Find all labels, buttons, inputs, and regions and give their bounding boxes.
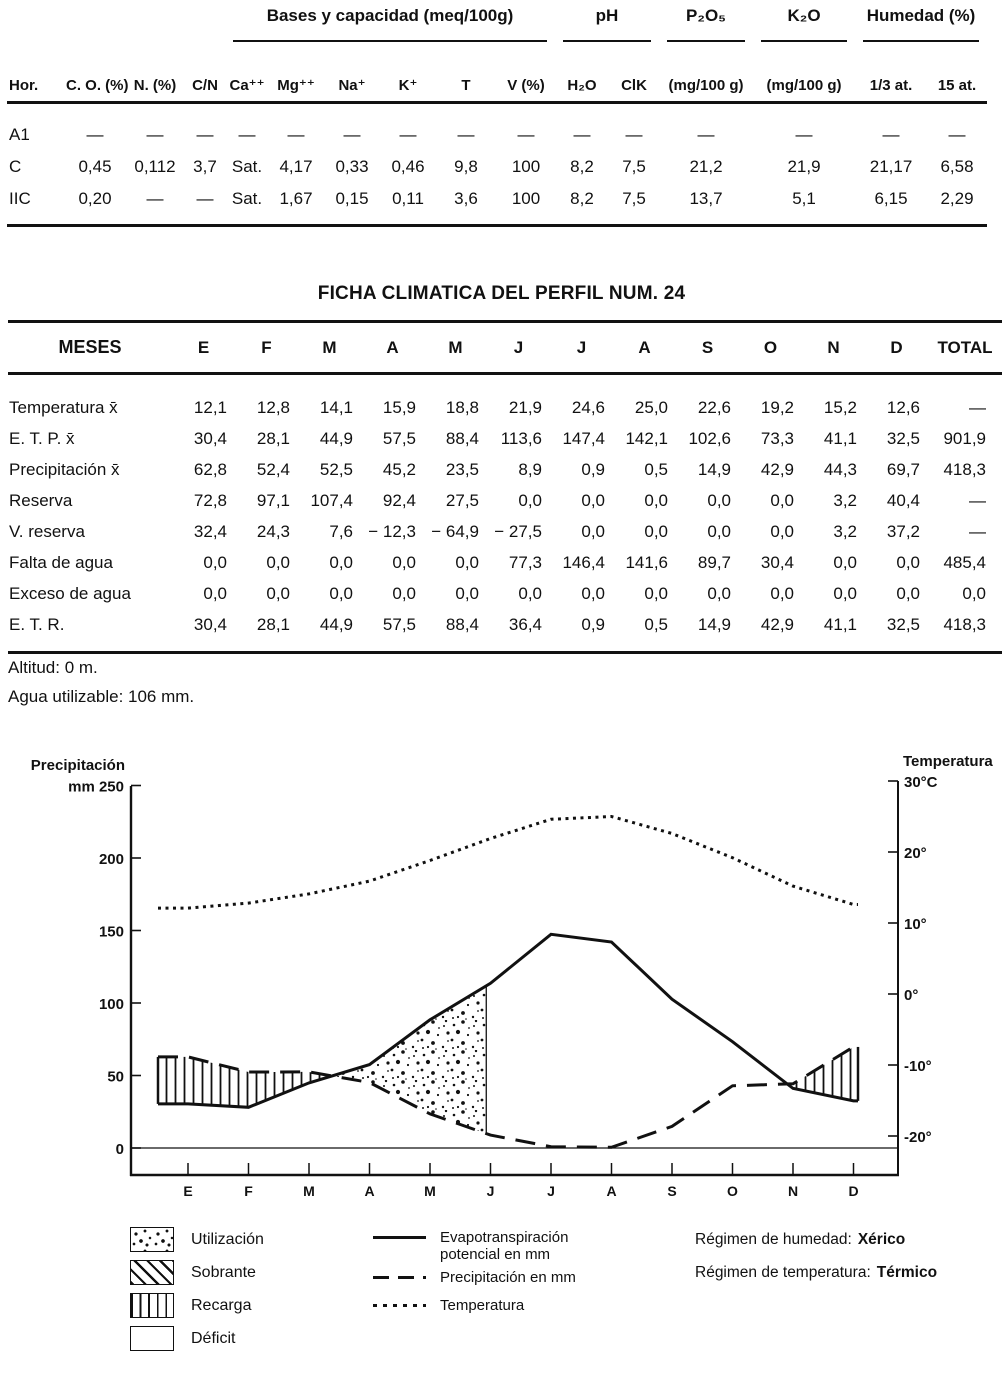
- legend-item-etp-line: [373, 1229, 568, 1263]
- climate-header-month: O: [739, 322, 802, 374]
- soil-cell: 5,1: [792, 189, 816, 208]
- soil-cell: —: [948, 125, 966, 144]
- left-tick-label: mm 250: [68, 778, 124, 796]
- climate-cell: 28,1: [256, 614, 290, 634]
- month-label: A: [606, 1183, 617, 1199]
- soil-cell: 3,7: [193, 157, 217, 176]
- soil-group-header: Bases y capacidad (meq/100g): [225, 2, 555, 43]
- soil-column-header: C/N: [185, 43, 225, 103]
- climate-cell: 24,3: [256, 521, 290, 541]
- right-tick-label: 20°: [904, 845, 927, 862]
- soil-column-header: ClK: [609, 43, 659, 103]
- soil-column-header: Na⁺: [323, 43, 381, 103]
- soil-cell: 21,17: [869, 157, 913, 176]
- soil-cell: 0,20: [78, 189, 112, 208]
- climate-cell: 69,7: [886, 459, 920, 479]
- climate-cell: 42,9: [760, 614, 794, 634]
- climate-header-month: A: [613, 322, 676, 374]
- soil-cell: 6,15: [874, 189, 908, 208]
- left-tick-label: 200: [98, 851, 124, 868]
- climate-cell: 0,0: [770, 490, 794, 510]
- climate-cell: 44,9: [319, 428, 353, 448]
- soil-cell: C: [9, 157, 22, 176]
- climate-cell: 72,8: [193, 490, 227, 510]
- climate-cell: 22,6: [697, 397, 731, 417]
- soil-group-header: pH: [555, 2, 659, 43]
- climate-cell: 30,4: [193, 428, 227, 448]
- climate-header-month: A: [361, 322, 424, 374]
- soil-cell: —: [882, 125, 900, 144]
- solid-line-sample: [373, 1236, 426, 1239]
- soil-cell: A1: [9, 125, 30, 144]
- soil-cell: —: [287, 125, 305, 144]
- climate-cell: 12,8: [256, 397, 290, 417]
- soil-column-header: N. (%): [125, 43, 185, 103]
- climate-cell: 57,5: [382, 428, 416, 448]
- left-tick-label: 0: [115, 1141, 124, 1158]
- climate-cell: 23,5: [445, 459, 479, 479]
- climate-cell: 0,0: [770, 521, 794, 541]
- month-label: J: [486, 1183, 495, 1199]
- soil-column-header: K⁺: [381, 43, 435, 103]
- climate-cell: 77,3: [508, 552, 542, 572]
- month-label: M: [424, 1183, 436, 1199]
- soil-cell: —: [625, 125, 643, 144]
- series-dotted-line: [158, 817, 858, 909]
- diagonal-hatch-swatch: [130, 1260, 174, 1285]
- climate-cell: 0,0: [896, 583, 920, 603]
- climate-cell: 0,0: [392, 583, 416, 603]
- vertical-hatch-swatch: [130, 1293, 174, 1318]
- climate-cell: − 64,9: [431, 521, 479, 541]
- climate-cell: 32,4: [193, 521, 227, 541]
- climate-cell: 44,3: [823, 459, 857, 479]
- climate-cell: 0,0: [392, 552, 416, 572]
- climate-cell: 12,1: [193, 397, 227, 417]
- humidity-regime: Régimen de humedad: Xérico: [695, 1231, 906, 1248]
- climate-cell: 0,0: [644, 521, 668, 541]
- climate-cell: 97,1: [256, 490, 290, 510]
- climate-cell: 14,9: [697, 459, 731, 479]
- climate-header-month: M: [424, 322, 487, 374]
- soil-column-header: (mg/100 g): [753, 43, 855, 103]
- soil-cell: 0,33: [335, 157, 369, 176]
- climate-header-month: E: [172, 322, 235, 374]
- altitude-note: Altitud: 0 m.: [8, 658, 98, 677]
- climate-cell: 57,5: [382, 614, 416, 634]
- soil-cell: 8,2: [570, 189, 594, 208]
- climate-cell: 0,5: [644, 614, 668, 634]
- soil-cell: 7,5: [622, 189, 646, 208]
- soil-cell: 6,58: [940, 157, 974, 176]
- legend-label: Temperatura: [440, 1297, 525, 1314]
- left-tick-label: 100: [98, 996, 124, 1013]
- climate-cell: 28,1: [256, 428, 290, 448]
- soil-cell: —: [343, 125, 361, 144]
- climate-cell: 40,4: [886, 490, 920, 510]
- dashed-line-sample: [373, 1276, 426, 1279]
- soil-column-header: 15 at.: [927, 43, 987, 103]
- climate-cell: 14,9: [697, 614, 731, 634]
- climate-cell: 12,6: [886, 397, 920, 417]
- legend-item-sobrante: [130, 1260, 256, 1285]
- climate-total-cell: 485,4: [943, 552, 986, 572]
- month-label: O: [727, 1183, 738, 1199]
- soil-column-header: (mg/100 g): [659, 43, 753, 103]
- recarga-region-left: [158, 1057, 333, 1107]
- climate-cell: − 12,3: [368, 521, 416, 541]
- right-tick-label: 30°C: [904, 774, 938, 791]
- climate-cell: 41,1: [823, 614, 857, 634]
- soil-cell: —: [86, 125, 104, 144]
- climate-cell: 0,0: [518, 583, 542, 603]
- climate-cell: 0,0: [203, 552, 227, 572]
- climate-cell: 21,9: [508, 397, 542, 417]
- climate-total-cell: —: [969, 490, 986, 510]
- soil-cell: Sat.: [231, 157, 263, 176]
- soil-cell: —: [399, 125, 417, 144]
- climate-cell: 0,0: [707, 521, 731, 541]
- climate-cell: 8,9: [518, 459, 542, 479]
- soil-cell: IIC: [9, 189, 31, 208]
- legend-label: Utilización: [191, 1230, 264, 1248]
- soil-cell: —: [146, 125, 164, 144]
- climate-cell: 147,4: [562, 428, 605, 448]
- climate-cell: 41,1: [823, 428, 857, 448]
- climate-cell: 14,1: [319, 397, 353, 417]
- climate-cell: 36,4: [508, 614, 542, 634]
- climate-total-cell: 901,9: [943, 428, 986, 448]
- climate-cell: 45,2: [382, 459, 416, 479]
- climate-cell: 7,6: [329, 521, 353, 541]
- left-axis-title: Precipitación: [30, 757, 125, 774]
- soil-cell: —: [146, 189, 164, 208]
- climate-header-total: TOTAL: [928, 322, 1002, 374]
- climate-cell: 102,6: [688, 428, 731, 448]
- soil-cell: —: [238, 125, 256, 144]
- climate-cell: 32,5: [886, 428, 920, 448]
- soil-cell: 2,29: [940, 189, 974, 208]
- soil-cell: —: [457, 125, 475, 144]
- soil-column-header: Mg⁺⁺: [269, 43, 323, 103]
- soil-cell: 3,6: [454, 189, 478, 208]
- soil-column-header: Hor.: [7, 43, 65, 103]
- climate-header-month: J: [487, 322, 550, 374]
- climate-cell: 19,2: [760, 397, 794, 417]
- climate-cell: 25,0: [634, 397, 668, 417]
- legend-label: Recarga: [191, 1296, 252, 1314]
- climate-cell: 0,0: [644, 490, 668, 510]
- climate-total-cell: 418,3: [943, 614, 986, 634]
- soil-cell: —: [196, 189, 214, 208]
- climate-cell: 0,0: [581, 583, 605, 603]
- legend-item-recarga: [130, 1293, 251, 1318]
- climate-header-month: J: [550, 322, 613, 374]
- soil-cell: 0,15: [335, 189, 369, 208]
- soil-cell: —: [697, 125, 715, 144]
- climate-cell: 0,0: [329, 552, 353, 572]
- climate-cell: 0,9: [581, 614, 605, 634]
- climate-cell: 37,2: [886, 521, 920, 541]
- soil-column-header: C. O. (%): [65, 43, 125, 103]
- soil-cell: 0,45: [78, 157, 112, 176]
- climate-row-label: E. T. R.: [9, 614, 65, 634]
- month-label: D: [848, 1183, 859, 1199]
- climate-cell: 0,0: [329, 583, 353, 603]
- soil-cell: —: [196, 125, 214, 144]
- legend-item-utilizacion: [130, 1227, 264, 1252]
- dotted-line-sample: [373, 1304, 426, 1307]
- climate-header-month: M: [298, 322, 361, 374]
- soil-column-header: Ca⁺⁺: [225, 43, 269, 103]
- soil-cell: 100: [511, 157, 541, 176]
- climate-cell: 15,2: [823, 397, 857, 417]
- month-label: E: [183, 1183, 193, 1199]
- right-axis-title: Temperatura: [903, 753, 993, 770]
- climate-cell: − 27,5: [494, 521, 542, 541]
- soil-cell: 0,46: [391, 157, 425, 176]
- soil-cell: 1,67: [279, 189, 313, 208]
- legend-label: Evapotranspiración potencial en mm: [440, 1229, 569, 1263]
- soil-cell: 13,7: [689, 189, 723, 208]
- climate-cell: 0,0: [896, 552, 920, 572]
- climate-cell: 0,0: [833, 583, 857, 603]
- temperature-regime: Régimen de temperatura: Térmico: [695, 1264, 938, 1281]
- climate-cell: 92,4: [382, 490, 416, 510]
- climate-cell: 3,2: [833, 490, 857, 510]
- climate-total-cell: —: [969, 397, 986, 417]
- soil-group-header: K₂O: [753, 2, 855, 43]
- soil-group-header: Humedad (%): [855, 2, 987, 43]
- soil-cell: —: [517, 125, 535, 144]
- legend-label: Sobrante: [191, 1263, 256, 1281]
- climate-cell: 44,9: [319, 614, 353, 634]
- climate-cell: 52,4: [256, 459, 290, 479]
- climate-cell: 0,0: [833, 552, 857, 572]
- climate-table-title: FICHA CLIMATICA DEL PERFIL NUM. 24: [317, 283, 686, 304]
- climate-total-cell: 0,0: [962, 583, 986, 603]
- climate-cell: 0,0: [707, 583, 731, 603]
- soil-cell: —: [795, 125, 813, 144]
- recarga-region-right: [788, 1047, 859, 1101]
- soil-cell: 0,112: [134, 157, 176, 176]
- stipple-swatch: [130, 1227, 174, 1252]
- climate-row-label: Precipitación x̄: [9, 459, 120, 479]
- utilizacion-region: [333, 986, 487, 1134]
- soil-column-header: 1/3 at.: [855, 43, 927, 103]
- climate-header-meses: MESES: [8, 322, 172, 374]
- climate-cell: 0,0: [266, 552, 290, 572]
- soil-cell: —: [573, 125, 591, 144]
- climate-total-cell: —: [969, 521, 986, 541]
- climate-cell: 27,5: [445, 490, 479, 510]
- empty-swatch: [130, 1326, 174, 1351]
- climate-row-label: Falta de agua: [9, 552, 113, 572]
- climate-cell: 0,0: [455, 552, 479, 572]
- legend-item-precipitacion-line: [373, 1269, 576, 1286]
- soil-cell: 100: [511, 189, 541, 208]
- climate-cell: 42,9: [760, 459, 794, 479]
- right-tick-label: 0°: [904, 987, 919, 1004]
- soil-cell: 0,11: [392, 189, 424, 208]
- right-tick-label: -10°: [904, 1058, 932, 1075]
- soil-cell: Sat.: [231, 189, 263, 208]
- climate-row-label: Temperatura x̄: [9, 397, 118, 417]
- climate-cell: 88,4: [445, 614, 479, 634]
- climate-cell: 113,6: [500, 428, 542, 448]
- climate-cell: 88,4: [445, 428, 479, 448]
- climate-cell: 32,5: [886, 614, 920, 634]
- soil-cell: 7,5: [622, 157, 646, 176]
- climate-cell: 0,0: [203, 583, 227, 603]
- climate-header-month: F: [235, 322, 298, 374]
- climate-cell: 146,4: [562, 552, 605, 572]
- climate-row-label: Reserva: [9, 490, 73, 510]
- month-label: J: [547, 1183, 555, 1199]
- climate-total-cell: 418,3: [943, 459, 986, 479]
- climate-cell: 0,0: [770, 583, 794, 603]
- soil-cell: 9,8: [454, 157, 478, 176]
- climate-row-label: E. T. P. x̄: [9, 428, 75, 448]
- climate-cell: 30,4: [193, 614, 227, 634]
- climate-cell: 0,5: [644, 459, 668, 479]
- right-tick-label: 10°: [904, 916, 927, 933]
- climate-header-month: S: [676, 322, 739, 374]
- climate-cell: 30,4: [760, 552, 794, 572]
- climate-row-label: V. reserva: [9, 521, 85, 541]
- climate-cell: 18,8: [445, 397, 479, 417]
- usable-water-note: Agua utilizable: 106 mm.: [8, 687, 195, 706]
- climate-cell: 142,1: [625, 428, 668, 448]
- climate-cell: 0,9: [581, 459, 605, 479]
- climate-cell: 0,0: [581, 490, 605, 510]
- climate-cell: 73,3: [760, 428, 794, 448]
- legend-item-temperatura-line: [373, 1297, 524, 1314]
- month-label: M: [303, 1183, 315, 1199]
- climate-cell: 107,4: [310, 490, 353, 510]
- climate-cell: 0,0: [518, 490, 542, 510]
- climate-cell: 0,0: [455, 583, 479, 603]
- soil-group-header: P₂O₅: [659, 2, 753, 43]
- climate-cell: 3,2: [833, 521, 857, 541]
- soil-column-header: T: [435, 43, 497, 103]
- right-tick-label: -20°: [904, 1129, 932, 1146]
- climate-cell: 0,0: [644, 583, 668, 603]
- soil-column-header: H₂O: [555, 43, 609, 103]
- climate-row-label: Exceso de agua: [9, 583, 131, 603]
- climate-cell: 141,6: [625, 552, 668, 572]
- climate-cell: 0,0: [581, 521, 605, 541]
- legend-label: Precipitación en mm: [440, 1269, 576, 1286]
- climate-cell: 62,8: [193, 459, 227, 479]
- climate-cell: 89,7: [697, 552, 731, 572]
- legend-item-deficit: [130, 1326, 235, 1351]
- climate-header-month: N: [802, 322, 865, 374]
- soil-cell: 4,17: [279, 157, 313, 176]
- climate-cell: 0,0: [707, 490, 731, 510]
- climate-cell: 24,6: [571, 397, 605, 417]
- month-label: N: [787, 1183, 799, 1199]
- left-tick-label: 150: [98, 923, 124, 941]
- soil-cell: 21,9: [787, 157, 821, 176]
- left-tick-label: 50: [107, 1068, 124, 1086]
- soil-cell: 21,2: [689, 157, 723, 176]
- legend-label: Déficit: [191, 1329, 236, 1347]
- climate-cell: 15,9: [382, 397, 416, 417]
- climate-cell: 0,0: [266, 583, 290, 603]
- soil-cell: 8,2: [570, 157, 594, 176]
- climate-header-month: D: [865, 322, 928, 374]
- soil-column-header: V (%): [497, 43, 555, 103]
- climate-cell: 52,5: [319, 459, 353, 479]
- month-label: A: [364, 1183, 375, 1199]
- month-label: S: [667, 1183, 677, 1199]
- month-label: F: [244, 1183, 253, 1199]
